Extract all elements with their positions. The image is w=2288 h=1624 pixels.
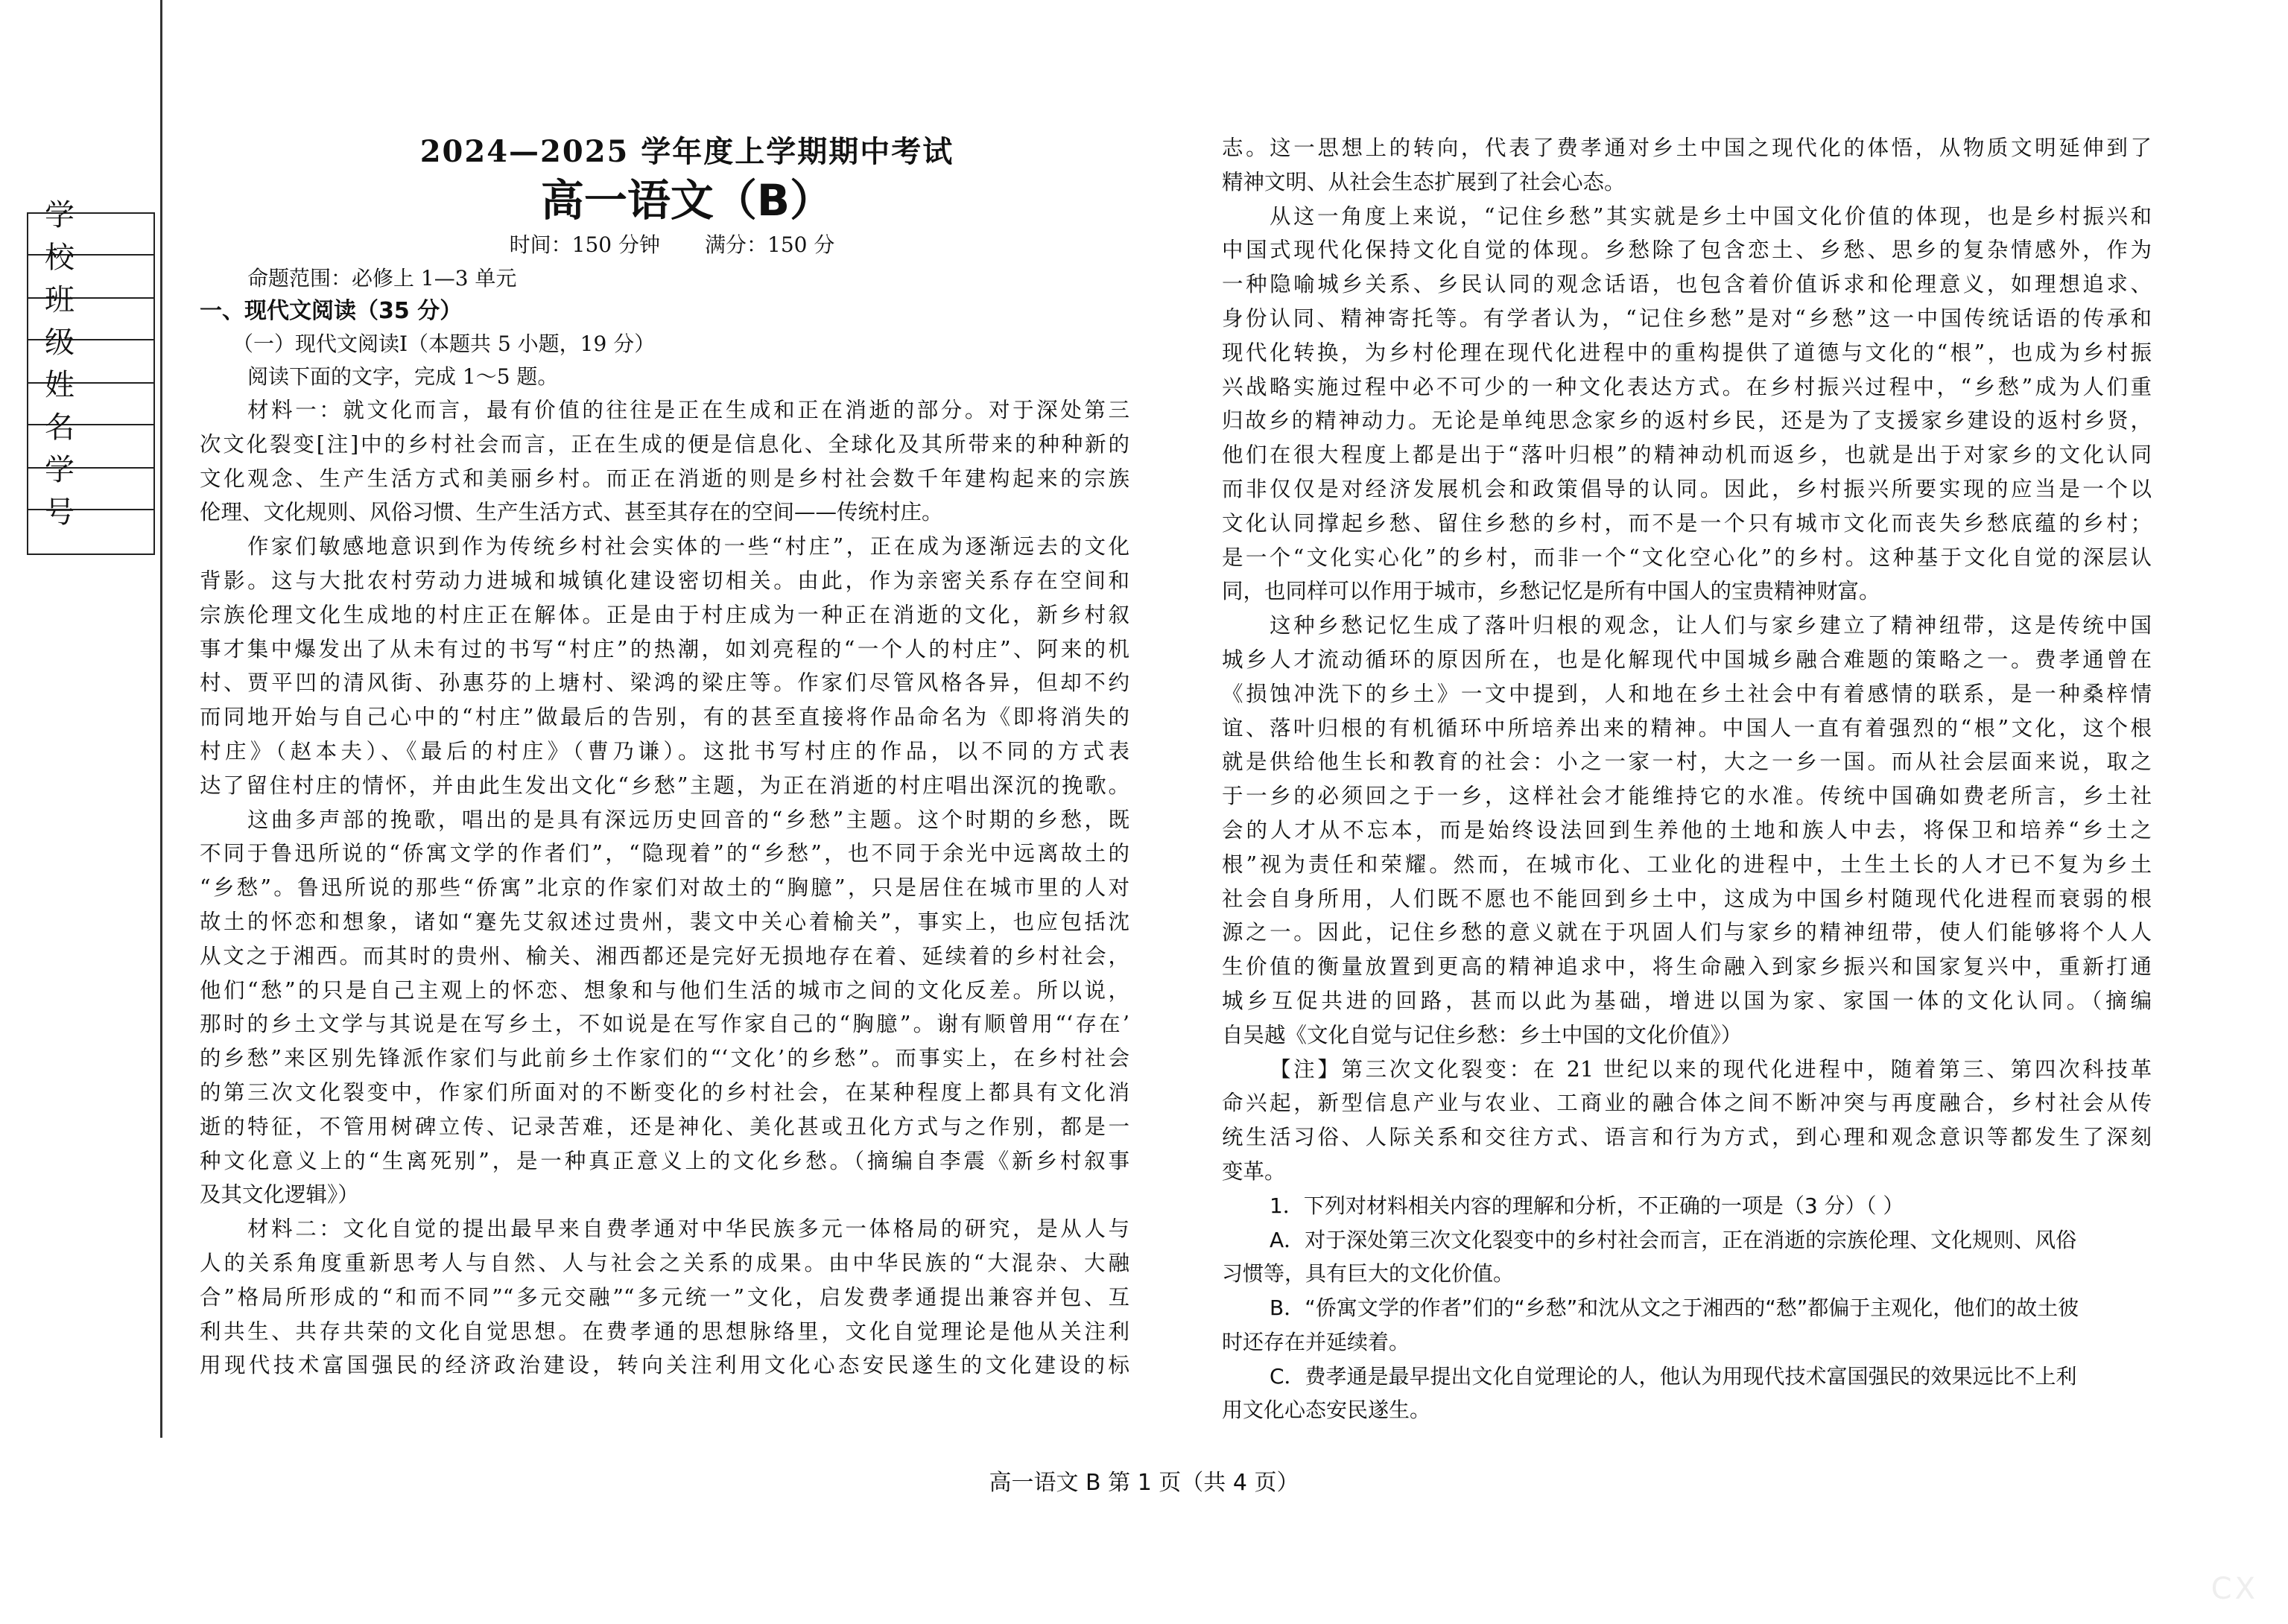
binding-line [160,0,162,1438]
text-line: 那时的乡土文学与其说是在写乡土，不如说是在写作家自己的“胸臆”。谢有顺曾用“‘存在’ [200,1012,1129,1037]
exam-time: 时间：150 分钟 [509,232,660,257]
left-column [200,131,1129,1383]
exam-meta [215,228,1129,262]
text-line: 而非仅仅是对经济发展机会和政策倡导的认同。因此，乡村振兴所要实现的应当是一个以 [1222,476,2152,501]
exam-full-score: 满分：150 分 [705,232,835,257]
question-1 [1222,1189,2152,1428]
answer-option-a: 习惯等，具有巨大的文化价值。 [1222,1261,1515,1287]
text-line: 谊、落叶归根的有机循环中所培养出来的精神。中国人一直有着强烈的“根”文化，这个根 [1222,715,2152,740]
text-line: 他们“愁”的只是自己主观上的怀恋、想象和与他们生活的城市之间的文化反差。所以说， [200,977,1129,1003]
text-line: 命兴起，新型信息产业与农业、工商业的融合体之间不断冲突与再度融合，乡村社会从传 [1222,1091,2152,1116]
text-line: 这曲多声部的挽歌，唱出的是具有深远历史回音的“乡愁”主题。这个时期的乡愁，既 [247,807,1129,832]
text-line: 同，也同样可以作用于城市，乡愁记忆是所有中国人的宝贵精神财富。 [1222,579,1880,604]
text-line: 而同地开始与自己心中的“村庄”做最后的告别，有的甚至直接将作品命名为《即将消失的 [200,705,1129,730]
text-line: 事才集中爆发出了从未有过的书写“村庄”的热潮，如刘亮程的“一个人的村庄”、阿来的机 [200,636,1129,662]
section-title: 一、现代文阅读（35 分） [200,298,463,324]
text-line: 次文化裂变[注]中的乡村社会而言，正在生成的便是信息化、全球化及其所带来的种种新的 [200,431,1129,457]
text-line: 从文之于湘西。而其时的贵州、榆关、湘西都还是完好无损地存在着、延续着的乡村社会， [200,943,1129,968]
text-line: 会的人才从不忘本，而是始终设法回到生养他的土地和族人中去，将保卫和培养“乡土之 [1222,817,2152,843]
watermark: CX [2211,1572,2258,1606]
text-line: 种文化意义上的“生离死别”，是一种真正意义上的文化乡愁。（摘编自李震《新乡村叙事 [200,1148,1129,1173]
text-line: 城乡人才流动循环的原因所在，也是化解现代中国城乡融合难题的策略之一。费孝通曾在 [1222,647,2152,672]
text-line: 作家们敏感地意识到作为传统乡村社会实体的一些“村庄”，正在成为逐渐远去的文化 [247,534,1129,559]
right-column [1222,131,2152,1427]
text-line: 村庄》（赵本夫）、《最后的村庄》（曹乃谦）。这批书写村庄的作品，以不同的方式表 [200,738,1129,764]
answer-option-c: 用文化心态安民遂生。 [1222,1398,1431,1423]
text-line: 他们在很大程度上都是出于“落叶归根”的精神动机而返乡，也就是出于对家乡的文化认同 [1222,443,2152,468]
answer-option-b: 时还存在并延续着。 [1222,1329,1410,1354]
text-line: “乡愁”。鲁迅所说的那些“侨寓”北京的作家们对故土的“胸臆”，只是居住在城市里的人对 [200,875,1129,901]
text-line: 身份认同、精神寄托等。有学者认为，“记住乡愁”是对“乡愁”这一中国传统话语的传承和 [1222,305,2152,331]
text-line: 《损蚀冲洗下的乡土》一文中提到，人和地在乡土社会中有着感情的联系，是一种桑梓情 [1222,681,2152,706]
student-id-label: 学 号 [28,469,153,510]
exam-scope: 命题范围：必修上 1—3 单元 [247,266,517,291]
text-line: 用现代技术富国强民的经济政治建设，转向关注利用文化心态安民遂生的文化建设的标 [200,1353,1129,1378]
class-label: 班 级 [28,299,153,340]
subsection-title: （一）现代文阅读Ⅰ（本题共 5 小题，19 分） [232,332,656,356]
text-line: 故土的怀恋和想象，诸如“蹇先艾叙述过贵州，裴文中关心着榆关”，事实上，也应包括沈 [200,909,1129,934]
text-line: 文化观念、生产生活方式和美丽乡村。而正在消逝的则是乡村社会数千年建构起来的宗族 [200,466,1129,491]
text-line: 根”视为责任和荣耀。然而，在城市化、工业化的进程中，土生土长的人才已不复为乡土 [1222,851,2152,877]
text-line: 就是供给他生长和教育的社会：小之一家一村，大之一乡一国。而从社会层面来说，取之 [1222,749,2152,775]
text-line: 达了留住村庄的情怀，并由此生发出文化“乡愁”主题，为正在消逝的村庄唱出深沉的挽歌。 [200,773,1129,798]
question-options [1222,1223,2152,1428]
text-line: 从这一角度上来说，“记住乡愁”其实就是乡土中国文化价值的体现，也是乡村振兴和 [1270,203,2152,229]
text-line: 材料二：文化自觉的提出最早来自费孝通对中华民族多元一体格局的研究，是从人与 [247,1217,1129,1242]
text-line: 材料一：就文化而言，最有价值的往往是正在生成和正在消逝的部分。对于深处第三 [247,398,1129,422]
text-line: 合”格局所形成的“和而不同”“多元交融”“多元统一”文化，启发费孝通提出兼容并包、互 [200,1284,1129,1310]
text-line: 这种乡愁记忆生成了落叶归根的观念，让人们与家乡建立了精神纽带，这是传统中国 [1270,613,2152,638]
text-line: 志。这一思想上的转向，代表了费孝通对乡土中国之现代化的体悟，从物质文明延伸到了 [1222,136,2152,160]
answer-option-b: B．“侨寓文学的作者”们的“乡愁”和沈从文之于湘西的“愁”都偏于主观化，他们的故土彼 [1270,1295,2079,1321]
question-stem: 1．下列对材料相关内容的理解和分析，不正确的一项是（3 分）（ ） [1270,1193,1904,1218]
text-line: 自吴越《文化自觉与记住乡愁：乡土中国的文化价值》） [1222,1022,1743,1047]
subject-title: 高一语文（B） [540,175,834,226]
exam-year-title: 2024—2025 学年度上学期期中考试 [419,134,954,169]
text-line: 变革。 [1222,1158,1286,1184]
text-line: 兴战略实施过程中必不可少的一种文化表达方式。在乡村振兴过程中，“乡愁”成为人们重 [1222,374,2152,399]
text-line: 是一个“文化实心化”的乡村，而非一个“文化空心化”的乡村。这种基于文化自觉的深层认 [1222,545,2152,570]
text-line: 逝的特征，不管用树碑立传、记录苦难，还是神化、美化甚或丑化方式与之作别，都是一 [200,1114,1129,1139]
text-line: 生价值的衡量放置到更高的精神追求中，将生命融入到家乡振兴和国家复兴中，重新打通 [1222,954,2152,980]
student-info-box [27,198,155,555]
text-line: 精神文明、从社会生态扩展到了社会心态。 [1222,169,1626,194]
text-line: 源之一。因此，记住乡愁的意义就在于巩固人们与家乡的精神纽带，使人们能够将个人人 [1222,920,2152,945]
text-line: 城乡互促共进的回路，甚而以此为基础，增进以国为家、家国一体的文化认同。（摘编 [1222,988,2152,1013]
text-line: 归故乡的精神动力。无论是单纯思念家乡的返村乡民，还是为了支援家乡建设的返村乡贤， [1222,408,2152,434]
text-line: 【注】第三次文化裂变：在 21 世纪以来的现代化进程中，随着第三、第四次科技革 [1270,1056,2152,1082]
text-line: 人的关系角度重新思考人与自然、人与社会之关系的成果。由中华民族的“大混杂、大融 [200,1250,1129,1275]
school-label: 学 校 [28,214,153,256]
text-line: 利共生、共存共荣的文化自觉思想。在费孝通的思想脉络里，文化自觉理论是他从关注利 [200,1319,1129,1344]
text-line: 社会自身所用，人们既不愿也不能回到乡土中，这成为中国乡村随现代化进程而衰弱的根 [1222,886,2152,911]
page-footer: 高一语文 B 第 1 页（共 4 页） [989,1470,1299,1496]
text-line: 的乡愁”来区别先锋派作家们与此前乡土作家们的“‘文化’的乡愁”。而事实上，在乡村社会 [200,1046,1129,1071]
answer-option-a: A．对于深处第三次文化裂变中的乡村社会而言，正在消逝的宗族伦理、文化规则、风俗 [1270,1227,2077,1252]
text-line: 伦理、文化规则、风俗习惯、生产生活方式、甚至其存在的空间——传统村庄。 [200,500,943,525]
text-line: 的第三次文化裂变中，作家们所面对的不断变化的乡村社会，在某种程度上都具有文化消 [200,1079,1129,1105]
reading-instruction: 阅读下面的文字，完成 1～5 题。 [247,364,559,389]
answer-option-c: C．费孝通是最早提出文化自觉理论的人，他认为用现代技术富国强民的效果远比不上利 [1270,1363,2077,1389]
text-line: 一种隐喻城乡关系、乡民认同的观念话语，也包含着价值诉求和伦理意义，如理想追求、 [1222,272,2152,297]
text-line: 背影。这与大批农村劳动力进城和城镇化建设密切相关。由此，作为亲密关系存在空间和 [200,568,1129,593]
name-label: 姓 名 [28,384,153,425]
material-text-right [1222,131,2152,1189]
text-line: 不同于鲁迅所说的“侨寓文学的作者们”，“隐现着”的“乡愁”，也不同于余光中远离故土的 [200,841,1129,866]
text-line: 于一乡的必须回之于一乡，这样社会才能维持它的水准。传统中国确如费老所言，乡土社 [1222,784,2152,809]
material-text-left [200,393,1129,1383]
text-line: 村、贾平凹的清风街、孙惠芬的上塘村、梁鸿的梁庄等。作家们尽管风格各异，但却不约 [200,670,1129,696]
text-line: 统生活习俗、人际关系和交往方式、语言和行为方式，到心理和观念意识等都发生了深刻 [1222,1125,2152,1150]
text-line: 文化认同撑起乡愁、留住乡愁的乡村，而不是一个只有城市文化而丧失乡愁底蕴的乡村； [1222,510,2152,536]
text-line: 及其文化逻辑》） [200,1182,359,1208]
text-line: 现代化转换，为乡村伦理在现代化进程中的重构提供了道德与文化的“根”，也成为乡村振 [1222,340,2152,365]
text-line: 宗族伦理文化生成地的村庄正在解体。正是由于村庄成为一种正在消逝的文化，新乡村叙 [200,602,1129,627]
text-line: 中国式现代化保持文化自觉的体现。乡愁除了包含恋土、乡愁、思乡的复杂情感外，作为 [1222,238,2152,263]
